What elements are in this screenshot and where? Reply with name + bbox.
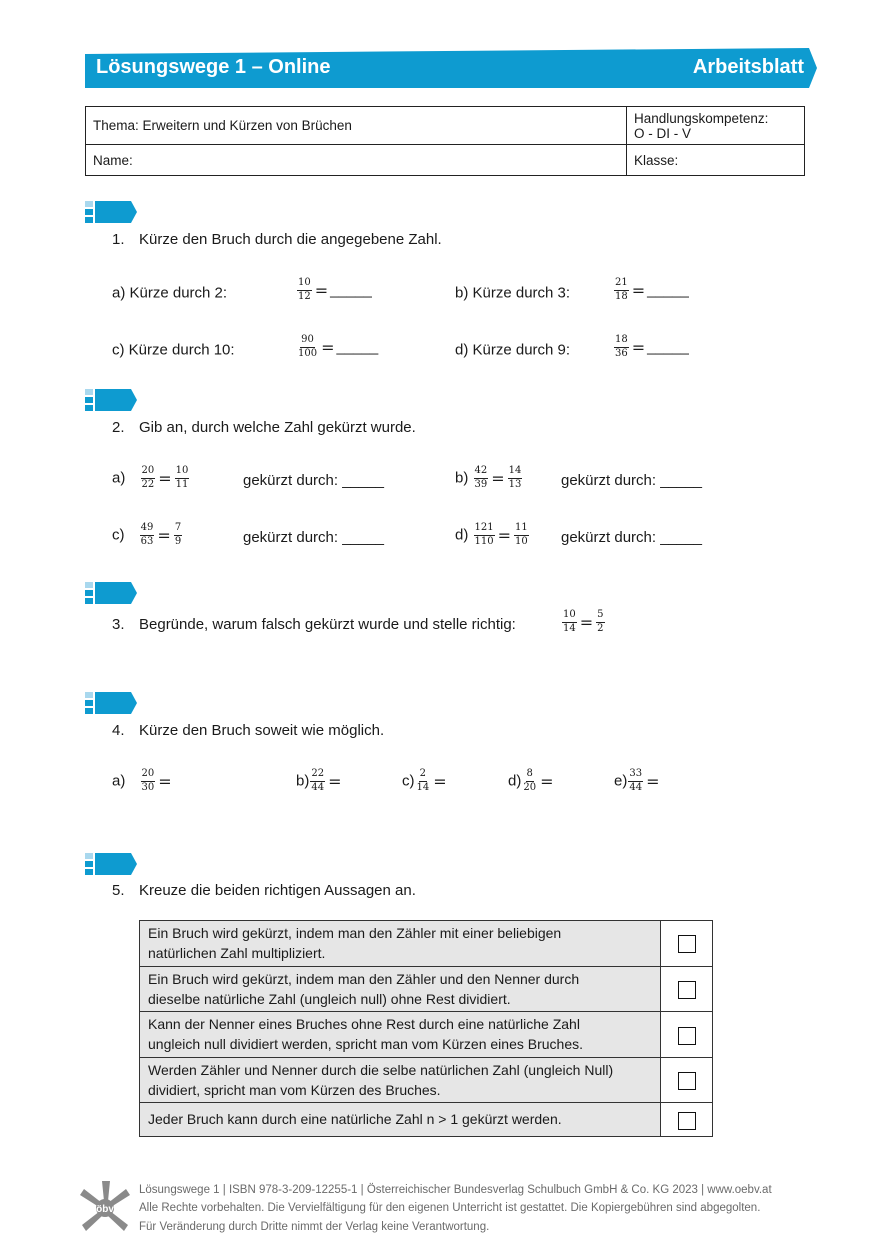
answer-blank[interactable]: _____ — [336, 338, 379, 356]
q1-item-d-expr: $\frac{18}{36}$ = _____ — [615, 334, 689, 359]
competence-cell — [627, 107, 805, 145]
fraction: $\frac{7}{9}$ — [174, 522, 182, 547]
question-1 — [112, 231, 442, 248]
question-5 — [112, 882, 416, 899]
header-title: Lösungswege 1 – Online — [96, 56, 331, 78]
q2-item-d: d) $\frac{121}{110}$ = $\frac{11}{10}$ — [455, 522, 528, 547]
topic-text: Thema: Erweitern und Kürzen von Brüchen — [93, 118, 352, 133]
q2-item-b-answer[interactable]: gekürzt durch: _____ — [561, 472, 702, 489]
q2-item-c-answer[interactable]: gekürzt durch: _____ — [243, 529, 384, 546]
q2-item-a-answer[interactable]: gekürzt durch: _____ — [243, 472, 384, 489]
answer-blank[interactable]: _____ — [330, 281, 372, 299]
checkbox[interactable] — [678, 935, 696, 953]
section-marker-icon — [85, 692, 137, 714]
q2-item-b: b) $\frac{42}{39}$ = $\frac{14}{13}$ — [455, 465, 522, 490]
class-field[interactable] — [627, 145, 805, 176]
question-4 — [112, 722, 384, 739]
class-label: Klasse: — [634, 152, 679, 168]
q2-item-c: c) $\frac{49}{63}$ = $\frac{7}{9}$ — [112, 522, 182, 547]
q1-item-b-expr: $\frac{21}{18}$ = _____ — [615, 277, 689, 302]
q3-expression: $\frac{10}{14}$ = $\frac{5}{2}$ — [563, 609, 604, 634]
q4-item-a: a) $\frac{20}{30}$ = — [112, 768, 172, 793]
answer-blank[interactable]: _____ — [647, 281, 689, 299]
question-number: 4. — [112, 722, 125, 739]
fraction: $\frac{18}{36}$ — [615, 334, 628, 359]
footer-line: Alle Rechte vorbehalten. Die Vervielfältigung für den eigenen Unterricht ist gestattet. Die Kopiergebühren sind abgegolten. — [139, 1202, 761, 1215]
footer-line: Lösungswege 1 | ISBN 978-3-209-12255-1 | Österreichischer Bundesverlag Schulbuch GmbH & Co. KG 2023 | www.oebv.at — [139, 1184, 772, 1196]
statement-text: Ein Bruch wird gekürzt, indem man den Zähler und den Nenner durch dieselbe natürliche Zahl (ungleich null) ohne Rest dividiert. — [140, 966, 661, 1012]
q1-item-b-label: b) Kürze durch 3: — [455, 284, 571, 302]
fraction: $\frac{90}{100}$ — [298, 334, 318, 359]
q4-item-c: c) $\frac{2}{14}$ = — [402, 768, 447, 793]
statement-text: Kann der Nenner eines Bruches ohne Rest durch eine natürliche Zahl ungleich null dividiert werden, spricht man vom Kürzen eines Bruches. — [140, 1012, 661, 1058]
question-text: Kreuze die beiden richtigen Aussagen an. — [139, 882, 416, 899]
q2-item-d-answer[interactable]: gekürzt durch: _____ — [561, 529, 702, 546]
section-marker-icon — [85, 389, 137, 411]
fraction: $\frac{21}{18}$ — [615, 277, 628, 302]
checkbox[interactable] — [678, 1027, 696, 1045]
question-text: Kürze den Bruch soweit wie möglich. — [139, 722, 385, 739]
q4-item-b: b) $\frac{22}{44}$ = — [296, 768, 342, 793]
fraction: $\frac{5}{2}$ — [597, 609, 604, 634]
q1-item-c-label: c) Kürze durch 10: — [112, 341, 235, 359]
fraction: $\frac{121}{110}$ — [474, 522, 494, 547]
section-marker-icon — [85, 853, 137, 875]
competence-label: Handlungskompetenz: — [634, 110, 769, 126]
statement-text: Ein Bruch wird gekürzt, indem man den Zähler mit einer beliebigen natürlichen Zahl multipliziert. — [140, 921, 661, 967]
q1-item-a-label: a) Kürze durch 2: — [112, 284, 228, 302]
logo-text: öbv — [96, 1204, 114, 1215]
fraction: $\frac{10}{11}$ — [175, 465, 189, 490]
question-text: Begründe, warum falsch gekürzt wurde und stelle richtig: — [139, 616, 516, 633]
fraction: $\frac{2}{14}$ — [416, 768, 430, 793]
checkbox[interactable] — [678, 1112, 696, 1130]
statements-table — [139, 920, 713, 1137]
section-marker-icon — [85, 201, 137, 223]
statement-row — [140, 966, 713, 1012]
header-doc-type: Arbeitsblatt — [692, 56, 804, 78]
question-2 — [112, 419, 416, 436]
question-text: Gib an, durch welche Zahl gekürzt wurde. — [139, 419, 416, 436]
fraction: $\frac{10}{14}$ — [563, 609, 576, 634]
checkbox[interactable] — [678, 1072, 696, 1090]
competence-value: O - DI - V — [634, 125, 691, 141]
q1-item-c-expr: $\frac{90}{100}$ = _____ — [298, 334, 379, 359]
question-3 — [112, 616, 516, 633]
question-number: 3. — [112, 616, 125, 633]
q1-item-a-expr: $\frac{10}{12}$ = _____ — [298, 277, 372, 302]
statement-row — [140, 1012, 713, 1058]
fraction: $\frac{8}{20}$ — [523, 768, 537, 793]
fraction: $\frac{49}{63}$ — [140, 522, 154, 547]
name-label: Name: — [93, 152, 133, 168]
oebv-logo-icon — [80, 1181, 130, 1233]
fraction: $\frac{22}{44}$ — [311, 768, 325, 793]
q2-item-a: a) $\frac{20}{22}$ = $\frac{10}{11}$ — [112, 465, 189, 490]
fraction: $\frac{20}{22}$ — [141, 465, 155, 490]
statement-row — [140, 1103, 713, 1136]
fraction: $\frac{42}{39}$ — [474, 465, 488, 490]
statement-row — [140, 1057, 713, 1103]
answer-blank[interactable]: _____ — [647, 338, 689, 356]
name-field[interactable] — [86, 145, 627, 176]
statement-text: Jeder Bruch kann durch eine natürliche Zahl n > 1 gekürzt werden. — [140, 1103, 661, 1136]
q4-item-e: e) $\frac{33}{44}$ = — [614, 768, 660, 793]
section-marker-icon — [85, 582, 137, 604]
topic-cell — [86, 107, 627, 145]
q1-item-d-label: d) Kürze durch 9: — [455, 341, 571, 359]
fraction: $\frac{14}{13}$ — [508, 465, 522, 490]
footer-line: Für Veränderung durch Dritte nimmt der Verlag keine Verantwortung. — [139, 1220, 490, 1233]
info-table — [85, 106, 805, 176]
fraction: $\frac{11}{10}$ — [515, 522, 528, 547]
footer — [139, 1181, 772, 1236]
q4-item-d: d) $\frac{8}{20}$ = — [508, 768, 554, 793]
fraction: $\frac{20}{30}$ — [141, 768, 155, 793]
question-number: 1. — [112, 231, 125, 248]
fraction: $\frac{10}{12}$ — [298, 277, 311, 302]
checkbox[interactable] — [678, 981, 696, 999]
fraction: $\frac{33}{44}$ — [629, 768, 643, 793]
header-banner — [85, 48, 817, 88]
question-number: 2. — [112, 419, 125, 436]
statement-row — [140, 921, 713, 967]
question-number: 5. — [112, 882, 125, 899]
question-text: Kürze den Bruch durch die angegebene Zahl. — [139, 231, 442, 248]
statement-text: Werden Zähler und Nenner durch die selbe natürlichen Zahl (ungleich Null) dividiert, spricht man vom Kürzen des Bruches. — [140, 1057, 661, 1103]
